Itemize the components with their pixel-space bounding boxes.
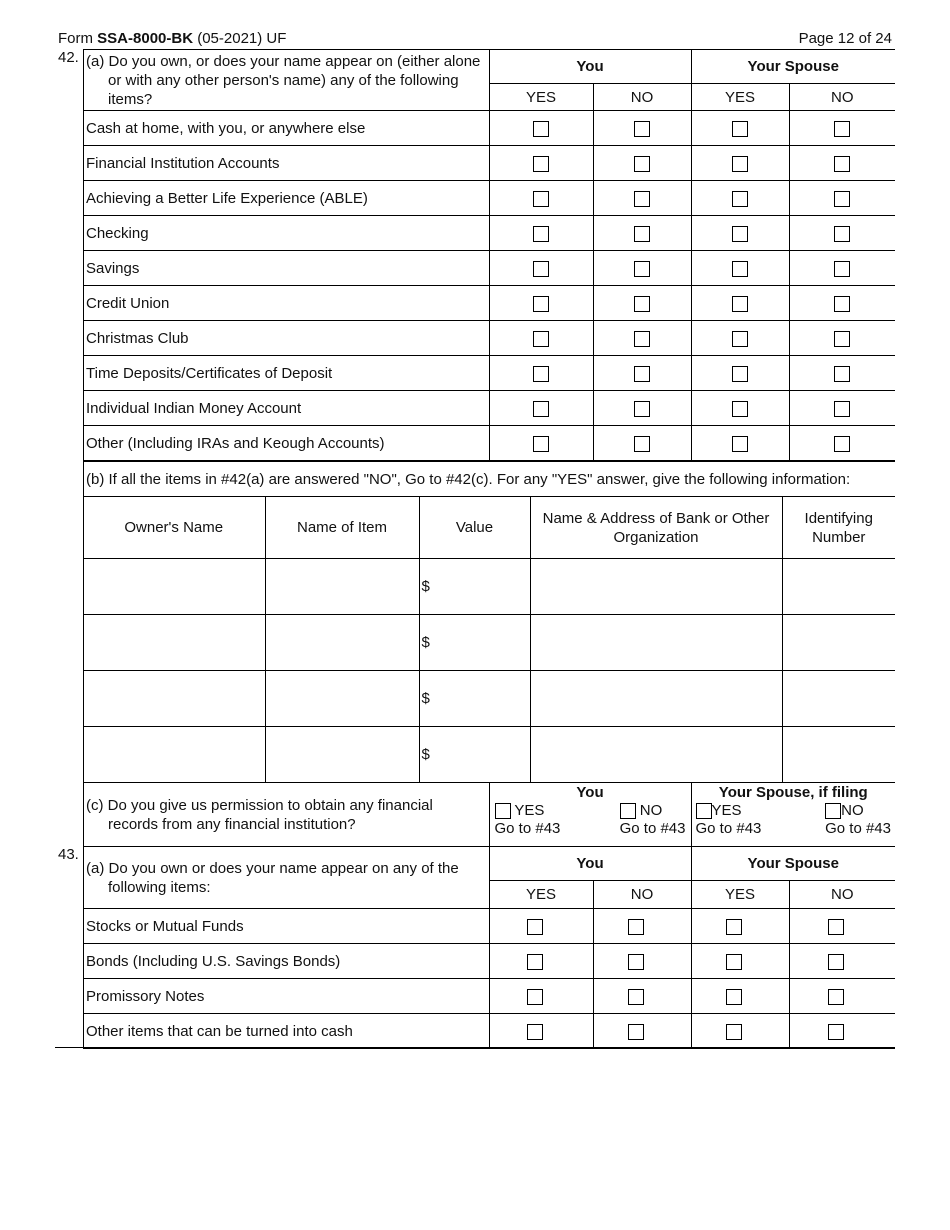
q42c-you-cell: You YES Go to #43 NO Go to #43 — [489, 783, 691, 847]
q42-spouse-yes-checkbox[interactable] — [732, 226, 748, 242]
col-name-of-item: Name of Item — [265, 497, 419, 559]
q42a-you-header: You — [489, 50, 691, 84]
q42b-table — [83, 496, 895, 783]
q43-you-yes-checkbox[interactable] — [527, 989, 543, 1005]
q42-spouse-yes-checkbox[interactable] — [732, 261, 748, 277]
q42c-spouse-no-option: NO Go to #43 — [825, 802, 891, 837]
item-name-field[interactable] — [265, 727, 419, 783]
checklist-row — [83, 1014, 895, 1049]
q42-you-yes-cell — [489, 356, 593, 391]
bank-address-field[interactable] — [530, 727, 782, 783]
q42-spouse-no-checkbox[interactable] — [834, 156, 850, 172]
q42-you-yes-checkbox[interactable] — [533, 261, 549, 277]
value-field[interactable] — [419, 559, 530, 615]
q42-spouse-no-cell — [789, 146, 895, 181]
question-43-number: 43. — [58, 846, 79, 863]
checklist-item-label: Credit Union — [83, 286, 489, 321]
q42-you-no-checkbox[interactable] — [634, 436, 650, 452]
q43a-you-no-header: NO — [593, 881, 691, 909]
asset-entry-row — [83, 671, 895, 727]
q42-you-yes-cell — [489, 216, 593, 251]
checklist-item-label: Promissory Notes — [83, 979, 489, 1014]
dollar-sign: $ — [421, 578, 430, 596]
identifying-number-field[interactable] — [782, 727, 895, 783]
q42-you-no-checkbox[interactable] — [634, 121, 650, 137]
q42-you-no-checkbox[interactable] — [634, 366, 650, 382]
q42-spouse-no-cell — [789, 181, 895, 216]
q42c-spouse-no-checkbox[interactable] — [825, 803, 841, 819]
q42-spouse-yes-cell — [691, 181, 789, 216]
q42-you-yes-checkbox[interactable] — [533, 121, 549, 137]
checklist-row — [83, 181, 895, 216]
checklist-row — [83, 146, 895, 181]
q42c-spouse-cell: Your Spouse, if filing YES Go to #43 NO Go to #43 — [691, 783, 895, 847]
q43-you-yes-checkbox[interactable] — [527, 919, 543, 935]
q42-you-yes-cell — [489, 286, 593, 321]
q42-you-no-cell — [593, 181, 691, 216]
bank-address-field[interactable] — [530, 559, 782, 615]
q42a-spouse-header: Your Spouse — [691, 50, 895, 84]
q42a-you-no-header: NO — [593, 84, 691, 111]
q42a-you-yes-header: YES — [489, 84, 593, 111]
owner-name-field[interactable] — [83, 727, 265, 783]
q42-you-no-cell — [593, 146, 691, 181]
q42c-you-no-option: NO Go to #43 — [619, 802, 686, 837]
q43-spouse-yes-cell — [691, 909, 789, 944]
q43-spouse-yes-checkbox[interactable] — [726, 954, 742, 970]
q43-spouse-no-checkbox[interactable] — [828, 1024, 844, 1040]
q42-you-no-cell — [593, 426, 691, 461]
page-number: Page 12 of 24 — [798, 30, 892, 47]
q42-spouse-no-cell — [789, 356, 895, 391]
q42-spouse-yes-checkbox[interactable] — [732, 331, 748, 347]
checklist-row — [83, 111, 895, 146]
q42-spouse-yes-checkbox[interactable] — [732, 121, 748, 137]
q42-you-yes-checkbox[interactable] — [533, 226, 549, 242]
q42-spouse-yes-cell — [691, 356, 789, 391]
q42-spouse-yes-cell — [691, 391, 789, 426]
q43-spouse-yes-cell — [691, 1014, 789, 1049]
checklist-item-label: Achieving a Better Life Experience (ABLE) — [83, 181, 489, 216]
q42c-spouse-yes-checkbox[interactable] — [696, 803, 712, 819]
q42c-you-yes-checkbox[interactable] — [495, 803, 511, 819]
q42-spouse-no-checkbox[interactable] — [834, 296, 850, 312]
q42-spouse-no-cell — [789, 391, 895, 426]
q43-spouse-no-cell — [789, 944, 895, 979]
checklist-item-label: Time Deposits/Certificates of Deposit — [83, 356, 489, 391]
q42-spouse-yes-checkbox[interactable] — [732, 191, 748, 207]
checklist-row — [83, 216, 895, 251]
page-bottom-rule — [55, 1047, 895, 1048]
q42a-spouse-no-header: NO — [789, 84, 895, 111]
dollar-sign: $ — [421, 746, 430, 764]
checklist-item-label: Cash at home, with you, or anywhere else — [83, 111, 489, 146]
q42-you-yes-cell — [489, 426, 593, 461]
q42-you-no-checkbox[interactable] — [634, 226, 650, 242]
checklist-item-label: Bonds (Including U.S. Savings Bonds) — [83, 944, 489, 979]
q43-you-yes-checkbox[interactable] — [527, 1024, 543, 1040]
q43-spouse-yes-cell — [691, 979, 789, 1014]
q42-you-no-checkbox[interactable] — [634, 191, 650, 207]
q42a-question: (a) Do you own, or does your name appear on (either alone or with any other person's name) any of the following items? — [83, 50, 489, 111]
q42-spouse-no-checkbox[interactable] — [834, 121, 850, 137]
q42-you-yes-checkbox[interactable] — [533, 191, 549, 207]
q42-you-no-checkbox[interactable] — [634, 261, 650, 277]
q43-spouse-yes-checkbox[interactable] — [726, 919, 742, 935]
q42-spouse-no-checkbox[interactable] — [834, 331, 850, 347]
checklist-item-label: Other items that can be turned into cash — [83, 1014, 489, 1049]
q43-spouse-no-checkbox[interactable] — [828, 954, 844, 970]
q43-you-no-checkbox[interactable] — [628, 954, 644, 970]
value-field[interactable] — [419, 615, 530, 671]
form-identifier: Form SSA-8000-BK (05-2021) UF — [58, 30, 287, 47]
q43-spouse-no-cell — [789, 909, 895, 944]
q42c-question: (c) Do you give us permission to obtain any financial records from any financial institution? — [83, 783, 489, 847]
checklist-item-label: Stocks or Mutual Funds — [83, 909, 489, 944]
checklist-item-label: Individual Indian Money Account — [83, 391, 489, 426]
checklist-item-label: Checking — [83, 216, 489, 251]
q42-spouse-yes-cell — [691, 216, 789, 251]
value-field[interactable] — [419, 671, 530, 727]
q43-you-no-cell — [593, 909, 691, 944]
asset-entry-row — [83, 615, 895, 671]
checklist-row — [83, 286, 895, 321]
q43-spouse-no-cell — [789, 979, 895, 1014]
q42-spouse-no-cell — [789, 426, 895, 461]
checklist-row — [83, 909, 895, 944]
q43a-you-header: You — [489, 847, 691, 881]
dollar-sign: $ — [421, 634, 430, 652]
q43a-spouse-no-header: NO — [789, 881, 895, 909]
checklist-row — [83, 321, 895, 356]
col-owners-name: Owner's Name — [83, 497, 265, 559]
q42-you-no-cell — [593, 216, 691, 251]
q43-you-no-cell — [593, 1014, 691, 1049]
asset-entry-row — [83, 559, 895, 615]
q42-spouse-yes-checkbox[interactable] — [732, 401, 748, 417]
q43-spouse-yes-checkbox[interactable] — [726, 989, 742, 1005]
item-name-field[interactable] — [265, 671, 419, 727]
q42-you-yes-cell — [489, 251, 593, 286]
q42-you-yes-cell — [489, 146, 593, 181]
q42-spouse-no-cell — [789, 216, 895, 251]
q43-spouse-no-checkbox[interactable] — [828, 989, 844, 1005]
col-value: Value — [419, 497, 530, 559]
q42c-you-no-checkbox[interactable] — [620, 803, 636, 819]
q42-you-no-checkbox[interactable] — [634, 331, 650, 347]
q42-you-no-checkbox[interactable] — [634, 156, 650, 172]
q42-spouse-no-checkbox[interactable] — [834, 436, 850, 452]
item-name-field[interactable] — [265, 615, 419, 671]
checklist-item-label: Other (Including IRAs and Keough Accounts) — [83, 426, 489, 461]
q43-you-no-checkbox[interactable] — [628, 919, 644, 935]
q43a-table — [83, 846, 895, 1049]
q42-you-no-checkbox[interactable] — [634, 296, 650, 312]
q43-you-yes-cell — [489, 1014, 593, 1049]
q42c-table — [83, 782, 895, 847]
q42-you-yes-checkbox[interactable] — [533, 156, 549, 172]
question-42-number: 42. — [58, 49, 79, 66]
q42a-table — [83, 49, 895, 461]
q42a-spouse-yes-header: YES — [691, 84, 789, 111]
checklist-row — [83, 426, 895, 461]
bank-address-field[interactable] — [530, 671, 782, 727]
q42-you-yes-cell — [489, 321, 593, 356]
q43-you-yes-cell — [489, 909, 593, 944]
q42-spouse-yes-checkbox[interactable] — [732, 436, 748, 452]
item-name-field[interactable] — [265, 559, 419, 615]
checklist-row — [83, 979, 895, 1014]
owner-name-field[interactable] — [83, 559, 265, 615]
q43-you-no-checkbox[interactable] — [628, 1024, 644, 1040]
q43a-question: (a) Do you own or does your name appear on any of the following items: — [83, 847, 489, 909]
q42-spouse-no-cell — [789, 321, 895, 356]
dollar-sign: $ — [421, 690, 430, 708]
identifying-number-field[interactable] — [782, 615, 895, 671]
q42-you-yes-cell — [489, 391, 593, 426]
identifying-number-field[interactable] — [782, 559, 895, 615]
q43a-spouse-header: Your Spouse — [691, 847, 895, 881]
checklist-item-label: Financial Institution Accounts — [83, 146, 489, 181]
checklist-row — [83, 356, 895, 391]
q43a-you-yes-header: YES — [489, 881, 593, 909]
asset-entry-row — [83, 727, 895, 783]
q42-spouse-yes-cell — [691, 321, 789, 356]
q43-you-yes-cell — [489, 944, 593, 979]
owner-name-field[interactable] — [83, 671, 265, 727]
q43-you-no-cell — [593, 979, 691, 1014]
q43-spouse-no-checkbox[interactable] — [828, 919, 844, 935]
q42-you-yes-checkbox[interactable] — [533, 331, 549, 347]
q42c-spouse-yes-option: YES Go to #43 — [695, 802, 762, 837]
q43-you-no-checkbox[interactable] — [628, 989, 644, 1005]
q42b-instruction: (b) If all the items in #42(a) are answered "NO", Go to #42(c). For any "YES" answer, give the following information: — [83, 461, 895, 497]
q42-spouse-no-checkbox[interactable] — [834, 191, 850, 207]
col-bank-name-address: Name & Address of Bank or Other Organization — [530, 497, 782, 559]
q42-you-no-cell — [593, 321, 691, 356]
q42-spouse-yes-checkbox[interactable] — [732, 156, 748, 172]
q42-you-no-cell — [593, 251, 691, 286]
checklist-row — [83, 391, 895, 426]
col-identifying-number: Identifying Number — [782, 497, 895, 559]
q42-you-no-checkbox[interactable] — [634, 401, 650, 417]
q43-spouse-yes-checkbox[interactable] — [726, 1024, 742, 1040]
q43-you-no-cell — [593, 944, 691, 979]
q42-spouse-yes-cell — [691, 111, 789, 146]
q42-spouse-no-cell — [789, 251, 895, 286]
q42-you-yes-checkbox[interactable] — [533, 296, 549, 312]
q42-spouse-yes-cell — [691, 286, 789, 321]
checklist-item-label: Savings — [83, 251, 489, 286]
q43-you-yes-checkbox[interactable] — [527, 954, 543, 970]
q42-spouse-no-checkbox[interactable] — [834, 261, 850, 277]
q42-spouse-no-cell — [789, 286, 895, 321]
q42-you-no-cell — [593, 391, 691, 426]
checklist-row — [83, 251, 895, 286]
q42-you-no-cell — [593, 286, 691, 321]
q42-spouse-yes-cell — [691, 146, 789, 181]
q42-you-yes-checkbox[interactable] — [533, 366, 549, 382]
checklist-item-label: Christmas Club — [83, 321, 489, 356]
q42-spouse-yes-checkbox[interactable] — [732, 366, 748, 382]
identifying-number-field[interactable] — [782, 671, 895, 727]
q42-you-yes-cell — [489, 181, 593, 216]
q42-spouse-yes-cell — [691, 251, 789, 286]
q43-spouse-no-cell — [789, 1014, 895, 1049]
q42-spouse-yes-checkbox[interactable] — [732, 296, 748, 312]
q43a-spouse-yes-header: YES — [691, 881, 789, 909]
q43-you-yes-cell — [489, 979, 593, 1014]
q43-spouse-yes-cell — [691, 944, 789, 979]
owner-name-field[interactable] — [83, 615, 265, 671]
value-field[interactable] — [419, 727, 530, 783]
checklist-row — [83, 944, 895, 979]
q42-you-yes-cell — [489, 111, 593, 146]
q42-you-yes-checkbox[interactable] — [533, 401, 549, 417]
q42-you-yes-checkbox[interactable] — [533, 436, 549, 452]
q42-you-no-cell — [593, 111, 691, 146]
q42-spouse-yes-cell — [691, 426, 789, 461]
q42-spouse-no-cell — [789, 111, 895, 146]
q42c-you-yes-option: YES Go to #43 — [494, 802, 561, 837]
q42-spouse-no-checkbox[interactable] — [834, 226, 850, 242]
q42-you-no-cell — [593, 356, 691, 391]
q42-spouse-no-checkbox[interactable] — [834, 401, 850, 417]
q42-spouse-no-checkbox[interactable] — [834, 366, 850, 382]
bank-address-field[interactable] — [530, 615, 782, 671]
